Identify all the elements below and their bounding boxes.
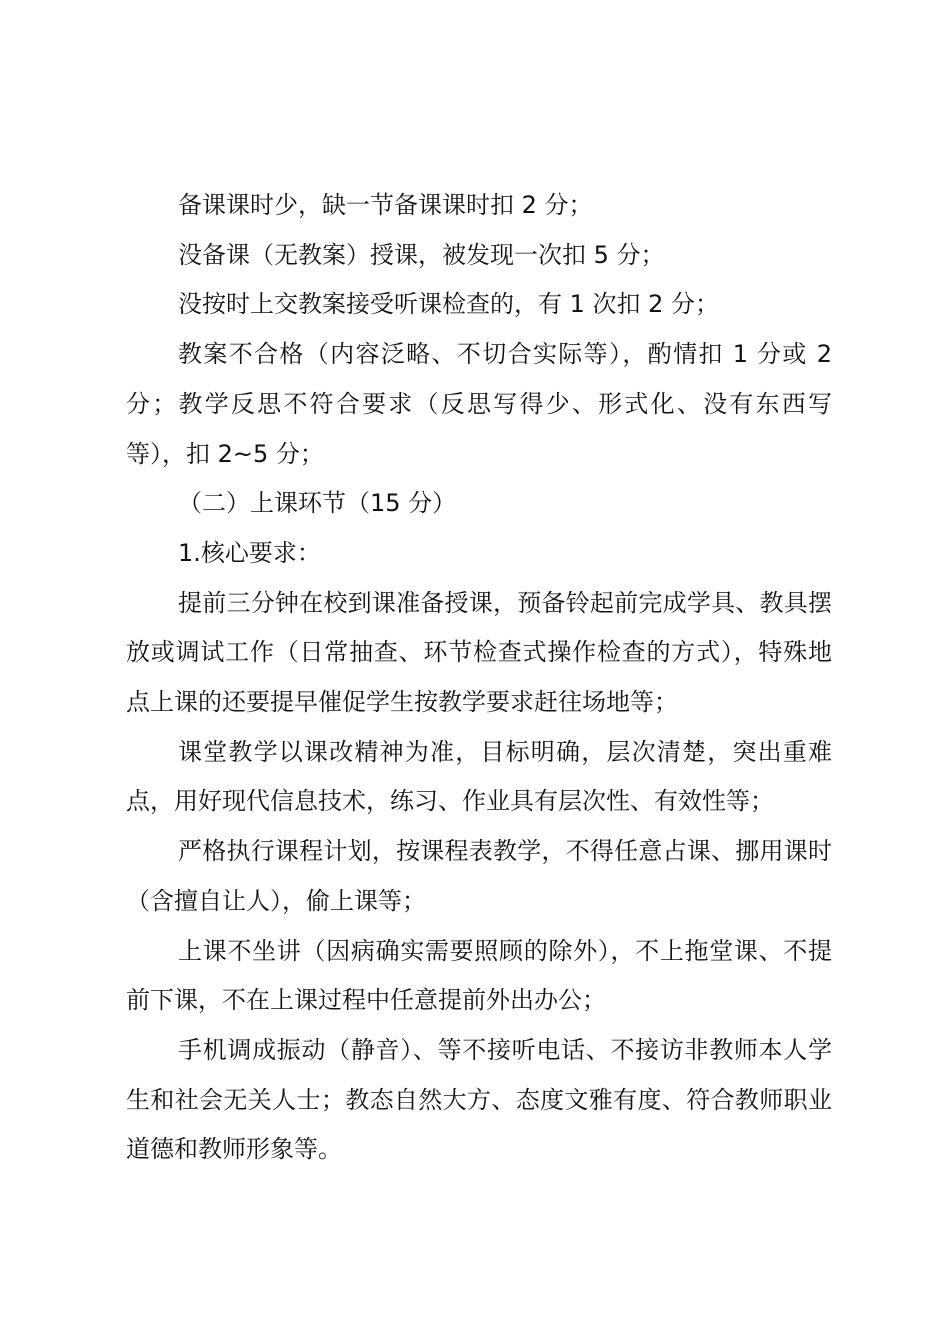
subheading-core-requirements: 1.核心要求： [178, 538, 321, 567]
document-body [126, 181, 832, 1175]
paragraph-lesson-hours: 备课课时少，缺一节备课课时扣 2 分； [178, 191, 593, 219]
paragraph-late-submission: 没按时上交教案接受听课检查的，有 1 次扣 2 分； [178, 290, 720, 319]
paragraph-phone-conduct: 手机调成振动（静音）、等不接听电话、不接访非教师本人学生和社会无关人士；教态自然大方、态度文雅有度、符合教师职业道德和教师形象等。 [126, 1035, 832, 1164]
section-heading-class-session: （二）上课环节（15 分） [178, 489, 457, 518]
paragraph-arrive-early: 提前三分钟在校到课准备授课，预备铃起前完成学具、教具摆放或调试工作（日常抽查、环节检查式操作检查的方式），特殊地点上课的还要提早催促学生按教学要求赶往场地等； [126, 588, 832, 717]
paragraph-no-lesson-plan: 没备课（无教案）授课，被发现一次扣 5 分； [178, 240, 665, 269]
paragraph-unqualified-plan: 教案不合格（内容泛略、不切合实际等），酌情扣 1 分或 2 分；教学反思不符合要求（反思写得少、形式化、没有东西写等），扣 2~5 分； [126, 340, 832, 468]
paragraph-classroom-teaching: 课堂教学以课改精神为准，目标明确，层次清楚，突出重难点，用好现代信息技术，练习、作业具有层次性、有效性等； [126, 737, 832, 816]
paragraph-curriculum-plan: 严格执行课程计划，按课程表教学，不得任意占课、挪用课时（含擅自让人），偷上课等； [126, 837, 832, 915]
paragraph-no-sitting-lecture: 上课不坐讲（因病确实需要照顾的除外），不上拖堂课、不提前下课，不在上课过程中任意提前外出办公； [126, 936, 832, 1015]
